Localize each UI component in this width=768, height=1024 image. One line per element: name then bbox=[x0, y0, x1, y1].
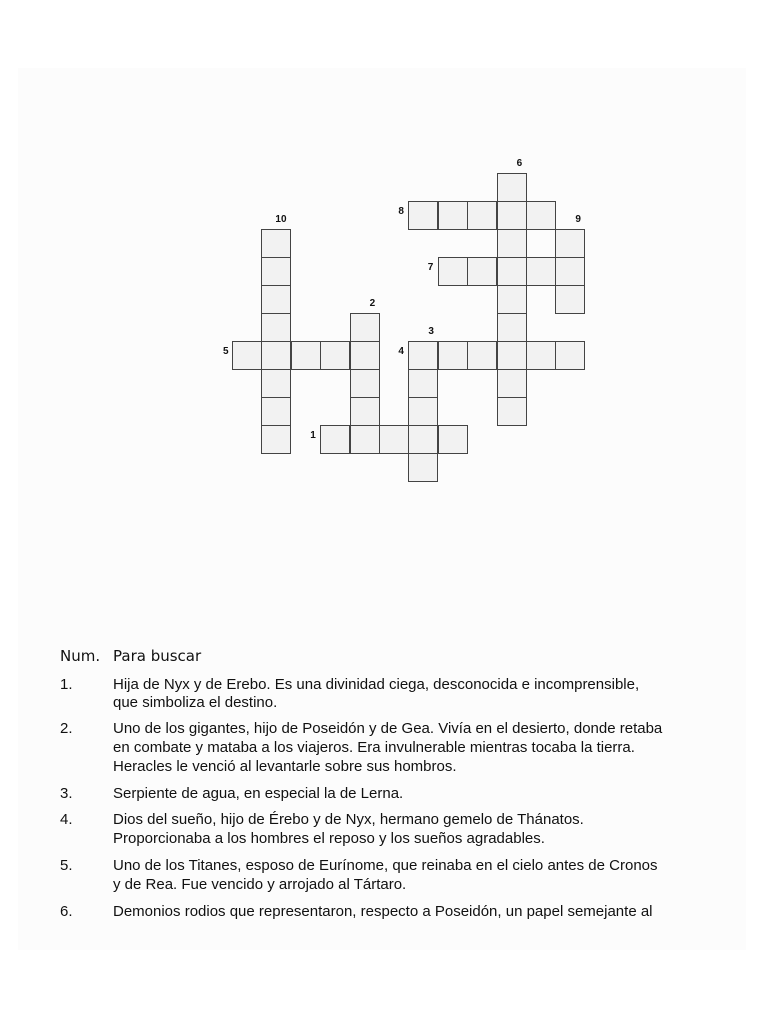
clues-title: Para buscar bbox=[113, 647, 202, 665]
crossword-cell[interactable] bbox=[497, 341, 527, 370]
clue-number-5: 5 bbox=[223, 346, 229, 357]
crossword-cell[interactable] bbox=[408, 453, 438, 482]
crossword-cell[interactable] bbox=[261, 257, 291, 286]
crossword-cell[interactable] bbox=[555, 257, 585, 286]
num-column-header: Num. bbox=[60, 647, 101, 665]
crossword-grid bbox=[0, 0, 768, 500]
crossword-cell[interactable] bbox=[526, 201, 556, 230]
clue-number-4: 4 bbox=[398, 346, 404, 357]
clue-number-6: 6 bbox=[516, 158, 523, 169]
crossword-cell[interactable] bbox=[438, 201, 468, 230]
crossword-cell[interactable] bbox=[320, 425, 350, 454]
clue-number-7: 7 bbox=[427, 262, 434, 273]
crossword-cell[interactable] bbox=[497, 397, 527, 426]
clue-number-2: 2 bbox=[369, 298, 376, 309]
crossword-cell[interactable] bbox=[350, 425, 380, 454]
crossword-cell[interactable] bbox=[555, 229, 585, 258]
crossword-cell[interactable] bbox=[261, 397, 291, 426]
clue-5-line-2: y de Rea. Fue vencido y arrojado al Tártaro. bbox=[113, 876, 407, 893]
crossword-cell[interactable] bbox=[497, 173, 527, 202]
clue-number-10: 10 bbox=[275, 214, 287, 225]
crossword-cell[interactable] bbox=[467, 257, 497, 286]
crossword-cell[interactable] bbox=[232, 341, 262, 370]
crossword-cell[interactable] bbox=[261, 369, 291, 398]
clue-2-line-2: en combate y mataba a los viajeros. Era invulnerable mientras tocaba la tierra. bbox=[113, 739, 635, 756]
crossword-cell[interactable] bbox=[408, 397, 438, 426]
crossword-cell[interactable] bbox=[408, 369, 438, 398]
crossword-cell[interactable] bbox=[408, 201, 438, 230]
crossword-cell[interactable] bbox=[555, 285, 585, 314]
crossword-cell[interactable] bbox=[497, 285, 527, 314]
crossword-cell[interactable] bbox=[497, 369, 527, 398]
crossword-cell[interactable] bbox=[350, 397, 380, 426]
clue-number-9: 9 bbox=[575, 214, 581, 225]
clue-number-3: 3 bbox=[428, 326, 434, 337]
crossword-cell[interactable] bbox=[438, 257, 468, 286]
crossword-cell[interactable] bbox=[555, 341, 585, 370]
crossword-cell[interactable] bbox=[526, 257, 556, 286]
clue-1-line-2: que simboliza el destino. bbox=[113, 694, 278, 711]
crossword-cell[interactable] bbox=[438, 341, 468, 370]
crossword-cell[interactable] bbox=[467, 341, 497, 370]
crossword-cell[interactable] bbox=[261, 313, 291, 342]
clue-number-8: 8 bbox=[398, 206, 404, 217]
crossword-cell[interactable] bbox=[350, 369, 380, 398]
crossword-cell[interactable] bbox=[379, 425, 409, 454]
clue-6-line-1: Demonios rodios que representaron, respecto a Poseidón, un papel semejante al bbox=[113, 903, 653, 920]
crossword-cell[interactable] bbox=[497, 201, 527, 230]
crossword-cell[interactable] bbox=[438, 425, 468, 454]
crossword-cell[interactable] bbox=[497, 229, 527, 258]
crossword-cell[interactable] bbox=[408, 425, 438, 454]
crossword-cell[interactable] bbox=[350, 341, 380, 370]
crossword-cell[interactable] bbox=[261, 341, 291, 370]
clue-3-line-1: Serpiente de agua, en especial la de Lerna. bbox=[113, 785, 404, 802]
clue-2-line-1: Uno de los gigantes, hijo de Poseidón y de Gea. Vivía en el desierto, donde retaba bbox=[113, 720, 663, 737]
crossword-cell[interactable] bbox=[497, 313, 527, 342]
crossword-cell[interactable] bbox=[526, 341, 556, 370]
clue-3-number: 3. bbox=[60, 785, 73, 802]
clue-4-number: 4. bbox=[60, 811, 73, 828]
clue-4-line-2: Proporcionaba a los hombres el reposo y los sueños agradables. bbox=[113, 830, 545, 847]
clue-5-number: 5. bbox=[60, 857, 73, 874]
crossword-cell[interactable] bbox=[291, 341, 321, 370]
crossword-cell[interactable] bbox=[261, 229, 291, 258]
crossword-cell[interactable] bbox=[261, 425, 291, 454]
crossword-cell[interactable] bbox=[320, 341, 350, 370]
clue-5-line-1: Uno de los Titanes, esposo de Eurínome, que reinaba en el cielo antes de Cronos bbox=[113, 857, 658, 874]
clue-1-line-1: Hija de Nyx y de Erebo. Es una divinidad ciega, desconocida e incomprensible, bbox=[113, 676, 640, 693]
crossword-cell[interactable] bbox=[467, 201, 497, 230]
crossword-cell[interactable] bbox=[408, 341, 438, 370]
crossword-cell[interactable] bbox=[497, 257, 527, 286]
crossword-cell[interactable] bbox=[350, 313, 380, 342]
crossword-cell[interactable] bbox=[261, 285, 291, 314]
clue-2-number: 2. bbox=[60, 720, 73, 737]
clue-2-line-3: Heracles le venció al levantarle sobre sus hombros. bbox=[113, 758, 457, 775]
clue-number-1: 1 bbox=[310, 430, 316, 441]
clue-4-line-1: Dios del sueño, hijo de Érebo y de Nyx, hermano gemelo de Thánatos. bbox=[113, 811, 584, 828]
clue-6-number: 6. bbox=[60, 903, 73, 920]
clue-1-number: 1. bbox=[60, 676, 73, 693]
